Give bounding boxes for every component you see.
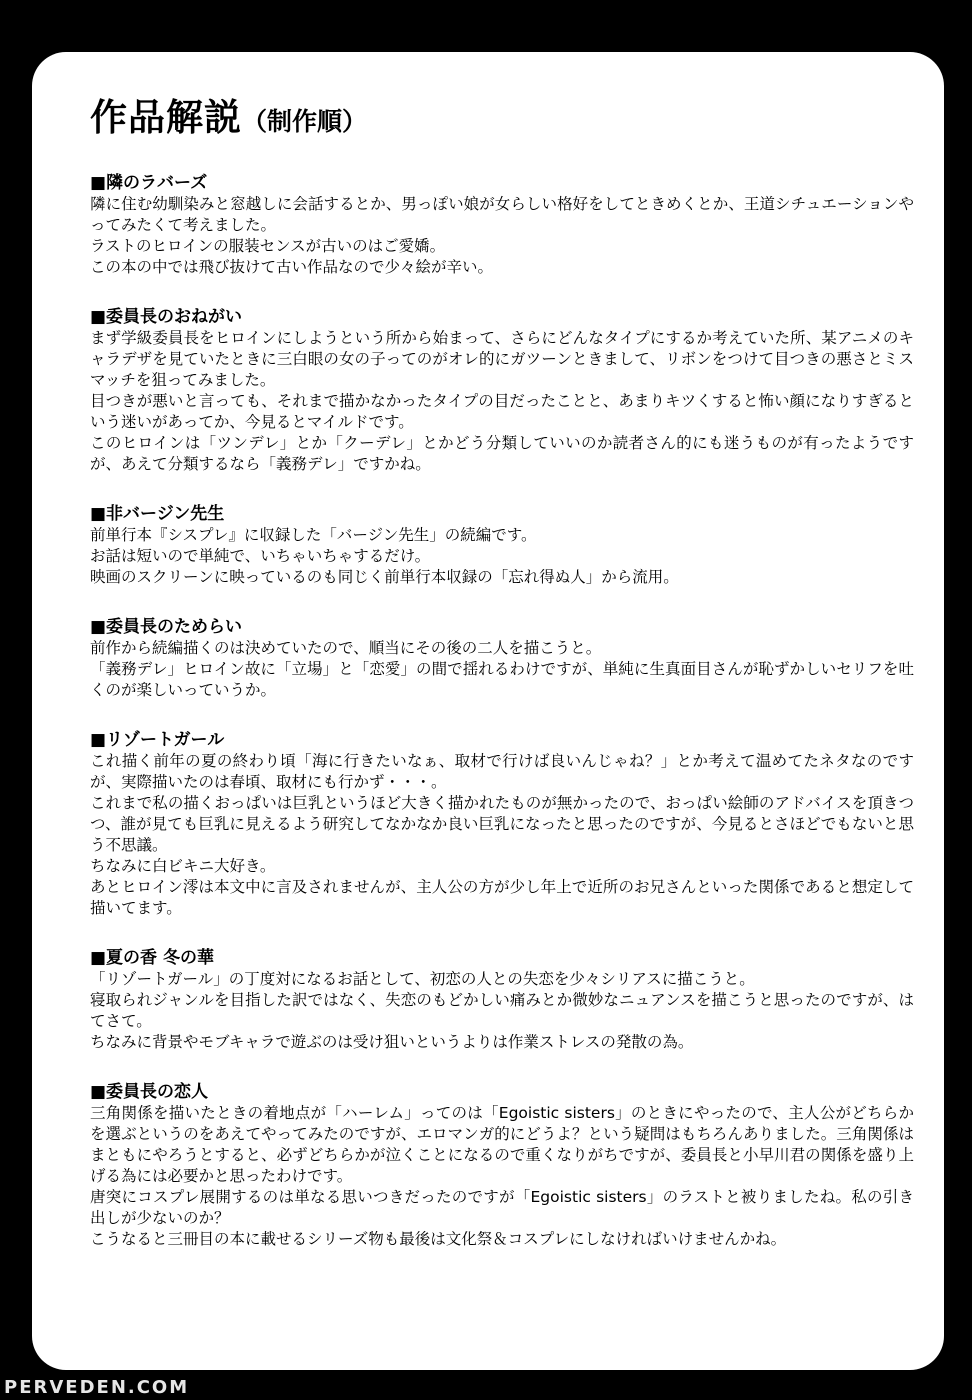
paragraph: こうなると三冊目の本に載せるシリーズ物も最後は文化祭＆コスプレにしなければいけませんかね。 [90,1230,787,1248]
section-iincho-no-tamerai [90,616,914,701]
section-hi-virgin-sensei [90,503,914,588]
paragraph: 隣に住む幼馴染みと窓越しに会話するとか、男っぽい娘が女らしい格好をしてときめくとか、王道シチュエーションやってみたくて考えました。 [90,195,914,234]
page-title [90,92,914,148]
paragraph: ラストのヒロインの服装センスが古いのはご愛嬌。 [90,237,446,255]
section-heading: ■非バージン先生 [90,504,225,524]
section-resort-girl [90,729,914,919]
paragraph: 前単行本『シスプレ』に収録した「バージン先生」の続編です。 [90,526,537,544]
section-iincho-no-onegai [90,306,914,475]
page-title-sub: （制作順） [242,107,368,136]
paragraph: 「リゾートガール」の丁度対になるお話として、初恋の人との失恋を少々シリアスに描こうと。 [90,970,755,988]
section-heading: ■委員長のためらい [90,617,243,637]
section-heading: ■リゾートガール [90,730,225,750]
paragraph: このヒロインは「ツンデレ」とか「クーデレ」とかどう分類していいのか読者さん的にも迷うものが有ったようですが、あえて分類するなら「義務デレ」ですかね。 [90,434,914,473]
paragraph: 前作から続編描くのは決めていたので、順当にその後の二人を描こうと。 [90,639,602,657]
paragraph: お話は短いので単純で、いちゃいちゃするだけ。 [90,547,431,565]
paragraph: 映画のスクリーンに映っているのも同じく前単行本収録の「忘れ得ぬ人」から流用。 [90,568,679,586]
paragraph: 唐突にコスプレ展開するのは単なる思いつきだったのですが「Egoistic sisters」のラストと被りましたね。私の引き出しが少ないのか？ [90,1188,914,1227]
section-natsu-no-ka-fuyu-no-hana [90,947,914,1053]
paragraph: あとヒロイン澪は本文中に言及されませんが、主人公の方が少し年上で近所のお兄さんといった関係であると想定して描いてます。 [90,878,914,917]
paragraph: 寝取られジャンルを目指した訳ではなく、失恋のもどかしい痛みとか微妙なニュアンスを描こうと思ったのですが、はてさて。 [90,991,914,1030]
section-heading: ■隣のラバーズ [90,173,208,193]
section-tonari-no-lovers [90,172,914,278]
paragraph: これまで私の描くおっぱいは巨乳というほど大きく描かれたものが無かったので、おっぱい絵師のアドバイスを頂きつつ、誰が見ても巨乳に見えるよう研究してなかなか良い巨乳になったと思ったのですが、今見るとさほどでもないと思う不思議。 [90,794,914,854]
paragraph: まず学級委員長をヒロインにしようという所から始まって、さらにどんなタイプにするか考えていた所、某アニメのキャラデザを見ていたときに三白眼の女の子ってのがオレ的にガツーンときまして、リボンをつけて目つきの悪さとミスマッチを狙ってみました。 [90,329,914,389]
section-iincho-no-koibito [90,1081,914,1250]
paragraph: 目つきが悪いと言っても、それまで描かなかったタイプの目だったことと、あまりキツくすると怖い顔になりすぎるという迷いがあってか、今見るとマイルドです。 [90,392,914,431]
site-watermark: PERVEDEN.COM [4,1377,190,1398]
paragraph: これ描く前年の夏の終わり頃「海に行きたいなぁ、取材で行けば良いんじゃね？」とか考えて温めてたネタなのですが、実際描いたのは春頃、取材にも行かず・・・。 [90,752,914,791]
section-heading: ■委員長の恋人 [90,1082,209,1102]
page-title-main: 作品解説 [90,96,242,139]
paragraph: ちなみに背景やモブキャラで遊ぶのは受け狙いというよりは作業ストレスの発散の為。 [90,1033,694,1051]
paragraph: 三角関係を描いたときの着地点が「ハーレム」ってのは「Egoistic sisters」のときにやったので、主人公がどちらかを選ぶというのをあえてやってみたのですが、エロマンガ的にどうよ？という疑問はもちろんありました。三角関係はまともにやろうとすると、必ずどちらかが泣くことになるので重くなりがちですが、委員長と小早川君の関係を盛り上げる為には必要かと思ったわけです。 [90,1104,914,1185]
paragraph: ちなみに白ビキニ大好き。 [90,857,276,875]
content-panel [32,52,944,1370]
section-heading: ■夏の香 冬の華 [90,948,214,968]
section-heading: ■委員長のおねがい [90,307,243,327]
paragraph: 「義務デレ」ヒロイン故に「立場」と「恋愛」の間で揺れるわけですが、単純に生真面目さんが恥ずかしいセリフを吐くのが楽しいっていうか。 [90,660,914,699]
paragraph: この本の中では飛び抜けて古い作品なので少々絵が辛い。 [90,258,494,276]
